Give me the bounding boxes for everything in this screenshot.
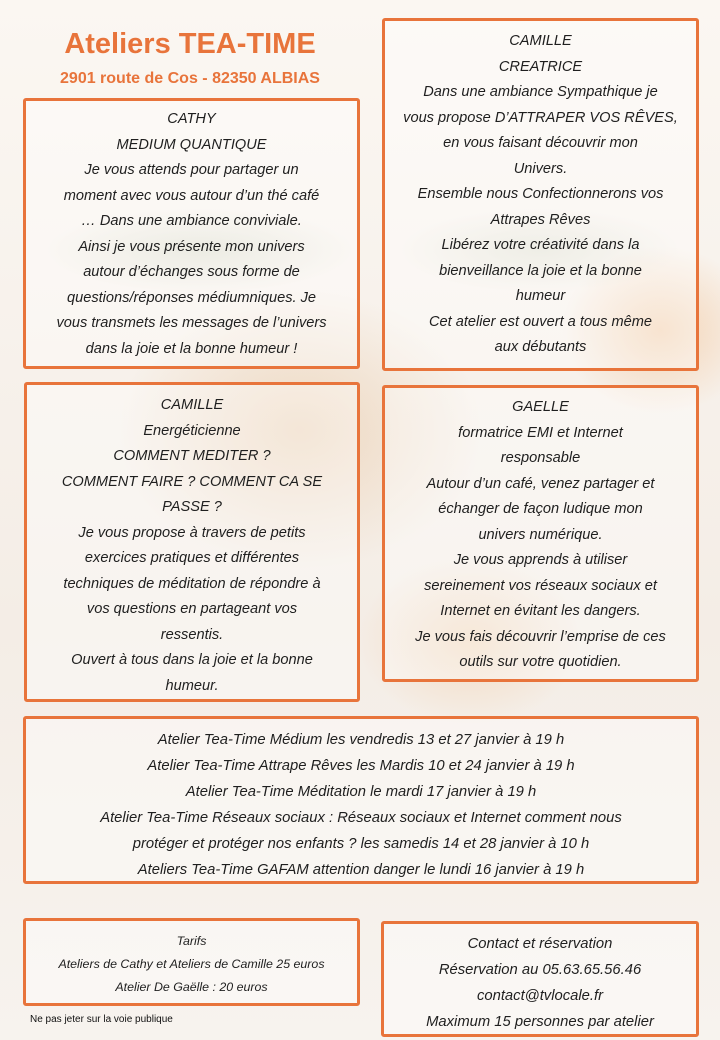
camille-creatrice-text-line: Univers. bbox=[513, 160, 568, 177]
camille-creatrice-text-line: Attrapes Rêves bbox=[490, 211, 591, 228]
gaelle-role: formatrice EMI et Internet bbox=[458, 424, 623, 441]
cathy-text-line: Je vous attends pour partager un bbox=[84, 162, 299, 178]
gaelle-text-line: outils sur votre quotidien. bbox=[459, 654, 622, 670]
schedule-line: Atelier Tea-Time Attrape Rêves les Mardis 10 et 24 janvier à 19 h bbox=[147, 758, 575, 774]
cathy-name: CATHY bbox=[167, 111, 216, 127]
gaelle-text-line: Autour d’un café, venez partager et bbox=[426, 475, 655, 492]
tarifs-box bbox=[23, 918, 360, 1006]
camille-energeticienne-text-line: Je vous propose à travers de petits bbox=[78, 524, 306, 541]
camille-creatrice-text-line: humeur bbox=[515, 288, 566, 304]
tarifs-line: Atelier De Gaëlle : 20 euros bbox=[115, 980, 268, 994]
schedule-line: Atelier Tea-Time Méditation le mardi 17 janvier à 19 h bbox=[185, 784, 537, 800]
camille-energeticienne-text-line: vos questions en partageant vos bbox=[86, 601, 298, 617]
page-title: Ateliers TEA-TIME bbox=[64, 28, 316, 60]
contact-heading: Contact et réservation bbox=[467, 936, 613, 952]
schedule-box bbox=[23, 716, 699, 884]
camille-energeticienne-box bbox=[24, 382, 360, 702]
camille-creatrice-text-line: vous propose D’ATTRAPER VOS RÊVES, bbox=[403, 109, 678, 126]
address: 2901 route de Cos - 82350 ALBIAS bbox=[60, 70, 320, 87]
gaelle-role-line: responsable bbox=[500, 450, 581, 466]
camille-creatrice-text-line: Libérez votre créativité dans la bbox=[441, 237, 640, 253]
camille-energeticienne-name: CAMILLE bbox=[160, 397, 224, 413]
contact-email: contact@tvlocale.fr bbox=[476, 988, 604, 1004]
camille-energeticienne-text-line: techniques de méditation de répondre à bbox=[63, 575, 321, 592]
contact-box bbox=[381, 921, 699, 1037]
camille-creatrice-box bbox=[382, 18, 699, 371]
schedule-line: protéger et protéger nos enfants ? les samedis 14 et 28 janvier à 10 h bbox=[132, 836, 590, 852]
footnote: Ne pas jeter sur la voie publique bbox=[30, 1014, 173, 1025]
camille-creatrice-text-line: Cet atelier est ouvert a tous même bbox=[428, 313, 653, 330]
camille-energeticienne-text-line: COMMENT FAIRE ? COMMENT CA SE bbox=[61, 473, 323, 490]
camille-creatrice-role: CREATRICE bbox=[498, 58, 583, 75]
cathy-text-line: dans la joie et la bonne humeur ! bbox=[85, 340, 298, 357]
tarifs-heading: Tarifs bbox=[176, 934, 207, 948]
camille-creatrice-text-line: Dans une ambiance Sympathique je bbox=[423, 84, 658, 100]
cathy-text-line: vous transmets les messages de l’univers bbox=[56, 315, 327, 331]
camille-creatrice-text-line: Ensemble nous Confectionnerons vos bbox=[417, 186, 664, 202]
camille-energeticienne-text-line: exercices pratiques et différentes bbox=[84, 550, 300, 566]
cathy-text-line: autour d’échanges sous forme de bbox=[83, 264, 300, 280]
contact-phone: Réservation au 05.63.65.56.46 bbox=[438, 962, 642, 978]
gaelle-text-line: sereinement vos réseaux sociaux et bbox=[424, 577, 657, 594]
camille-creatrice-text-line: bienveillance la joie et la bonne bbox=[439, 262, 642, 279]
cathy-workshop-box bbox=[23, 98, 360, 369]
contact-capacity: Maximum 15 personnes par atelier bbox=[426, 1014, 654, 1030]
camille-energeticienne-text-line: COMMENT MEDITER ? bbox=[113, 448, 271, 464]
camille-energeticienne-text-line: ressentis. bbox=[160, 626, 224, 643]
tarifs-line: Ateliers de Cathy et Ateliers de Camille 25 euros bbox=[58, 957, 325, 971]
gaelle-name: GAELLE bbox=[512, 399, 569, 415]
camille-creatrice-text-line: en vous faisant découvrir mon bbox=[443, 135, 638, 151]
schedule-line: Ateliers Tea-Time GAFAM attention danger le lundi 16 janvier à 19 h bbox=[137, 862, 585, 878]
camille-energeticienne-text-line: humeur. bbox=[165, 677, 219, 694]
cathy-role: MEDIUM QUANTIQUE bbox=[116, 136, 267, 153]
gaelle-text-line: Je vous apprends à utiliser bbox=[453, 552, 628, 568]
cathy-text-line: questions/réponses médiumniques. Je bbox=[66, 289, 317, 306]
cathy-text-line: Ainsi je vous présente mon univers bbox=[78, 238, 305, 255]
camille-energeticienne-text-line: Ouvert à tous dans la joie et la bonne bbox=[71, 652, 313, 668]
gaelle-text-line: Internet en évitant les dangers. bbox=[440, 603, 641, 619]
camille-energeticienne-role: Energéticienne bbox=[143, 422, 241, 439]
cathy-text-line: … Dans une ambiance conviviale. bbox=[81, 213, 302, 229]
gaelle-text-line: Je vous fais découvrir l’emprise de ces bbox=[415, 628, 666, 645]
camille-energeticienne-text-line: PASSE ? bbox=[162, 499, 222, 515]
schedule-line: Atelier Tea-Time Médium les vendredis 13 et 27 janvier à 19 h bbox=[157, 732, 565, 748]
schedule-line: Atelier Tea-Time Réseaux sociaux : Réseaux sociaux et Internet comment nous bbox=[100, 810, 622, 826]
gaelle-text-line: échanger de façon ludique mon bbox=[438, 501, 643, 517]
camille-creatrice-text-line: aux débutants bbox=[494, 339, 587, 355]
cathy-text-line: moment avec vous autour d’un thé café bbox=[63, 187, 320, 204]
gaelle-workshop-box bbox=[382, 385, 699, 682]
gaelle-text-line: univers numérique. bbox=[478, 526, 603, 543]
camille-creatrice-name: CAMILLE bbox=[509, 33, 572, 49]
